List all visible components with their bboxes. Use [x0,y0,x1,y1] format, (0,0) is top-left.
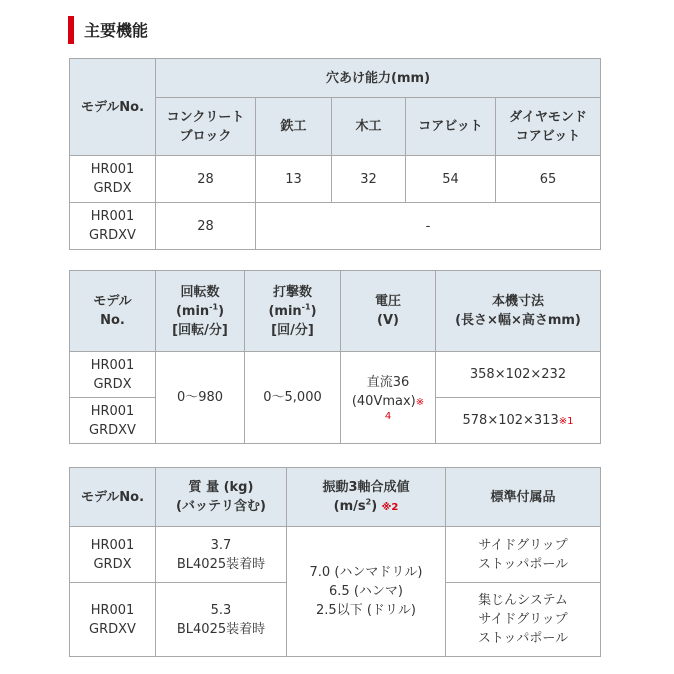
accessories-header: 標準付属品 [446,468,601,527]
accessories-value: サイドグリップ ストッパポール [446,527,601,583]
column-steel: 鉄工 [256,98,332,156]
model-cell: HR001 GRDX [70,527,156,583]
model-header: モデルNo. [70,468,156,527]
footnote-mark: ※2 [381,501,399,513]
model-header: モデルNo. [70,59,156,156]
vibration-value: 7.0 (ハンマドリル) 6.5 (ハンマ) 2.5以下 (ドリル) [287,527,446,657]
model-cell: HR001 GRDXV [70,398,156,444]
dimensions-value: 578×102×313※1 [436,398,601,444]
value-cell-empty: - [256,203,601,250]
column-wood: 木工 [332,98,406,156]
vibration-header: 振動3軸合成値 $(m/s^2)$ ※2 [287,468,446,527]
table-row [70,203,601,250]
page-title: 主要機能 [84,21,149,40]
value-cell: 13 [256,156,332,203]
voltage-value: 直流36 (40Vmax)※ 4 [341,352,436,444]
model-cell: HR001 GRDXV [70,203,156,250]
model-cell: HR001 GRDX [70,156,156,203]
blows-header: 打撃数 $(\min^{-1})$ [回/分] [245,271,341,352]
table-row [70,156,601,203]
value-cell: 65 [496,156,601,203]
mass-header: 質 量 (kg) (バッテリ含む) [156,468,287,527]
column-core-bit: コアビット [406,98,496,156]
dimensions-value: 358×102×232 [436,352,601,398]
value-cell: 54 [406,156,496,203]
dimensions-header: 本機寸法 (長さ×幅×高さmm) [436,271,601,352]
mass-value: 5.3 BL4025装着時 [156,583,287,657]
blows-value: 0〜5,000 [245,352,341,444]
drilling-capacity-header: 穴あけ能力(mm) [156,59,601,98]
table-row [70,352,601,398]
column-concrete: コンクリート ブロック [156,98,256,156]
value-cell: 32 [332,156,406,203]
mass-value: 3.7 BL4025装着時 [156,527,287,583]
value-cell: 28 [156,203,256,250]
drilling-capacity-table [69,58,601,250]
table-row [70,527,601,583]
column-diamond-core-bit: ダイヤモンド コアビット [496,98,601,156]
voltage-header: 電圧 (V) [341,271,436,352]
accessories-value: 集じんシステム サイドグリップ ストッパポール [446,583,601,657]
model-header: モデル No. [70,271,156,352]
rotation-header: 回転数 $(\min^{-1})$ [回転/分] [156,271,245,352]
footnote-mark: ※ [415,397,425,408]
model-cell: HR001 GRDX [70,352,156,398]
value-cell: 28 [156,156,256,203]
rotation-value: 0〜980 [156,352,245,444]
specs-table [69,270,601,444]
mass-vibration-table [69,467,601,657]
title-accent-bar [68,16,74,44]
footnote-mark: 4 [384,411,392,422]
model-cell: HR001 GRDXV [70,583,156,657]
footnote-mark: ※1 [558,415,574,427]
